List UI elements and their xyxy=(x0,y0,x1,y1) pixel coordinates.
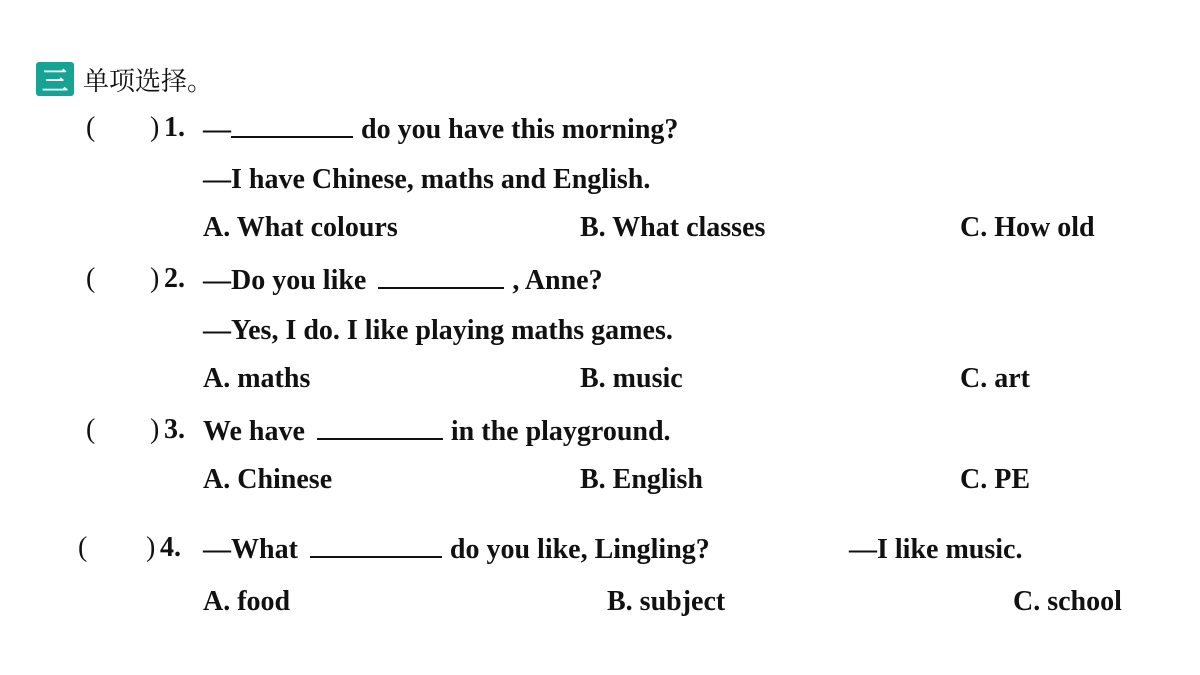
answer-paren-close: ) xyxy=(146,532,156,563)
section-header xyxy=(36,60,213,98)
section-number-badge: 三 xyxy=(36,62,74,96)
answer-paren-open: ( xyxy=(86,263,96,294)
stem-before: —Do you like xyxy=(203,265,367,296)
question-number: 1. xyxy=(164,112,185,143)
option-c[interactable]: C. school xyxy=(1013,586,1122,617)
answer-paren-close: ) xyxy=(150,112,160,143)
stem-after: , Anne? xyxy=(512,265,603,296)
answer-paren-close: ) xyxy=(150,414,160,445)
stem-after: do you have this morning? xyxy=(361,114,679,145)
question-number: 3. xyxy=(164,414,185,445)
stem-before: We have xyxy=(203,416,305,447)
question-number: 2. xyxy=(164,263,185,294)
question-stem xyxy=(203,414,671,450)
answer-paren-open: ( xyxy=(86,414,96,445)
question-stem xyxy=(203,263,603,299)
question-number: 4. xyxy=(160,532,181,563)
option-b[interactable]: B. English xyxy=(580,464,703,495)
option-b[interactable]: B. subject xyxy=(607,586,726,617)
stem-before: — xyxy=(203,114,231,145)
answer-paren-close: ) xyxy=(150,263,160,294)
option-b[interactable]: B. What classes xyxy=(580,212,766,243)
answer-paren-open: ( xyxy=(78,532,88,563)
option-c[interactable]: C. art xyxy=(960,363,1030,394)
option-c[interactable]: C. How old xyxy=(960,212,1095,243)
question-stem xyxy=(203,532,710,568)
option-b[interactable]: B. music xyxy=(580,363,683,394)
answer-line: —I have Chinese, maths and English. xyxy=(203,164,651,195)
option-a[interactable]: A. food xyxy=(203,586,291,617)
answer-paren-open: ( xyxy=(86,112,96,143)
answer-blank xyxy=(310,532,442,558)
option-c[interactable]: C. PE xyxy=(960,464,1030,495)
option-a[interactable]: A. maths xyxy=(203,363,311,394)
answer-line: —Yes, I do. I like playing maths games. xyxy=(203,315,673,346)
question-stem xyxy=(203,112,678,148)
option-a[interactable]: A. What colours xyxy=(203,212,398,243)
section-title: 单项选择。 xyxy=(83,66,214,97)
option-a[interactable]: A. Chinese xyxy=(203,464,333,495)
stem-after: do you like, Lingling? xyxy=(449,534,710,565)
reply-line: —I like music. xyxy=(849,534,1023,565)
answer-blank xyxy=(231,112,353,138)
answer-blank xyxy=(317,414,443,440)
answer-blank xyxy=(378,263,504,289)
stem-after: in the playground. xyxy=(450,416,671,447)
stem-before: —What xyxy=(203,534,298,565)
